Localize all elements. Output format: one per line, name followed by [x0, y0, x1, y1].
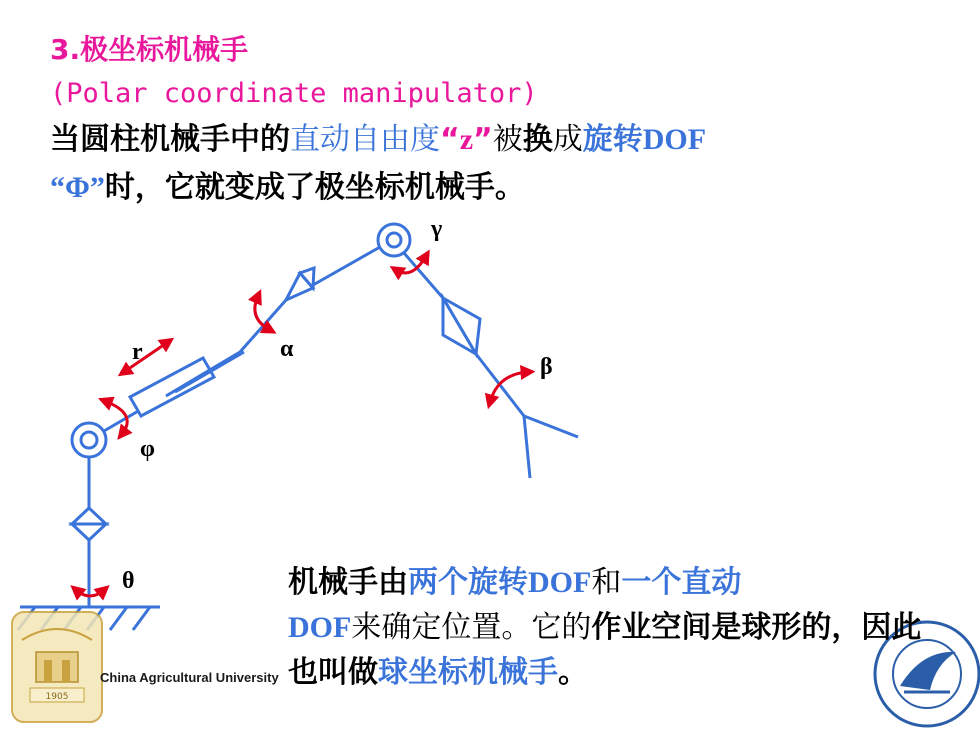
note-text-1: 机械手由 [288, 565, 408, 600]
university-logo [12, 612, 102, 722]
summary-paragraph [288, 560, 928, 695]
label-r: r [132, 339, 143, 365]
intro-quote-close: ” [473, 122, 493, 157]
intro-text-6: 被 [492, 122, 523, 157]
intro-text-12: 时，它就变成了极坐标机械手。 [104, 170, 525, 205]
gamma-revolute-joint [378, 224, 410, 256]
intro-quote-open: “ [440, 122, 460, 157]
note-text-7: 来确定位置。它的 [351, 610, 592, 645]
alpha-joint [286, 247, 380, 300]
label-alpha: α [280, 336, 294, 362]
note-dof-2: DOF [288, 611, 352, 644]
logo-year: 1905 [45, 692, 69, 702]
university-name: China Agricultural University [100, 670, 279, 685]
gamma-arrow [396, 256, 426, 273]
note-text-10: 。 [558, 655, 588, 690]
alpha-arrow [255, 296, 270, 330]
intro-text-7: 换 [522, 122, 553, 157]
label-theta: θ [122, 568, 135, 594]
base-column [72, 458, 106, 607]
note-text-4: 和 [591, 565, 622, 600]
label-phi: φ [140, 436, 155, 462]
note-dof-1: DOF [528, 566, 592, 599]
label-gamma: γ [431, 216, 443, 242]
intro-text-9: 旋转 [582, 122, 643, 157]
intro-text-1: 当圆柱机械手中的 [50, 122, 290, 157]
intro-z: z [459, 123, 474, 156]
intro-text-2: 直动自由度 [290, 122, 440, 157]
note-text-8: 作业空间是球形的，因此也叫做 [288, 610, 922, 690]
note-text-2: 两个旋转 [408, 565, 528, 600]
intro-phi: “Φ” [50, 171, 105, 204]
intro-dof: DOF [642, 123, 707, 156]
slide-subtitle: (Polar coordinate manipulator) [50, 78, 538, 109]
note-text-9: 球坐标机械手 [378, 655, 558, 690]
note-text-5: 一个直动 [621, 565, 742, 600]
label-beta: β [540, 354, 553, 380]
slide-title: 3.极坐标机械手 [50, 33, 249, 66]
r-arrow [124, 342, 168, 372]
base-revolute-joint [72, 423, 106, 457]
intro-text-8: 成 [552, 122, 583, 157]
